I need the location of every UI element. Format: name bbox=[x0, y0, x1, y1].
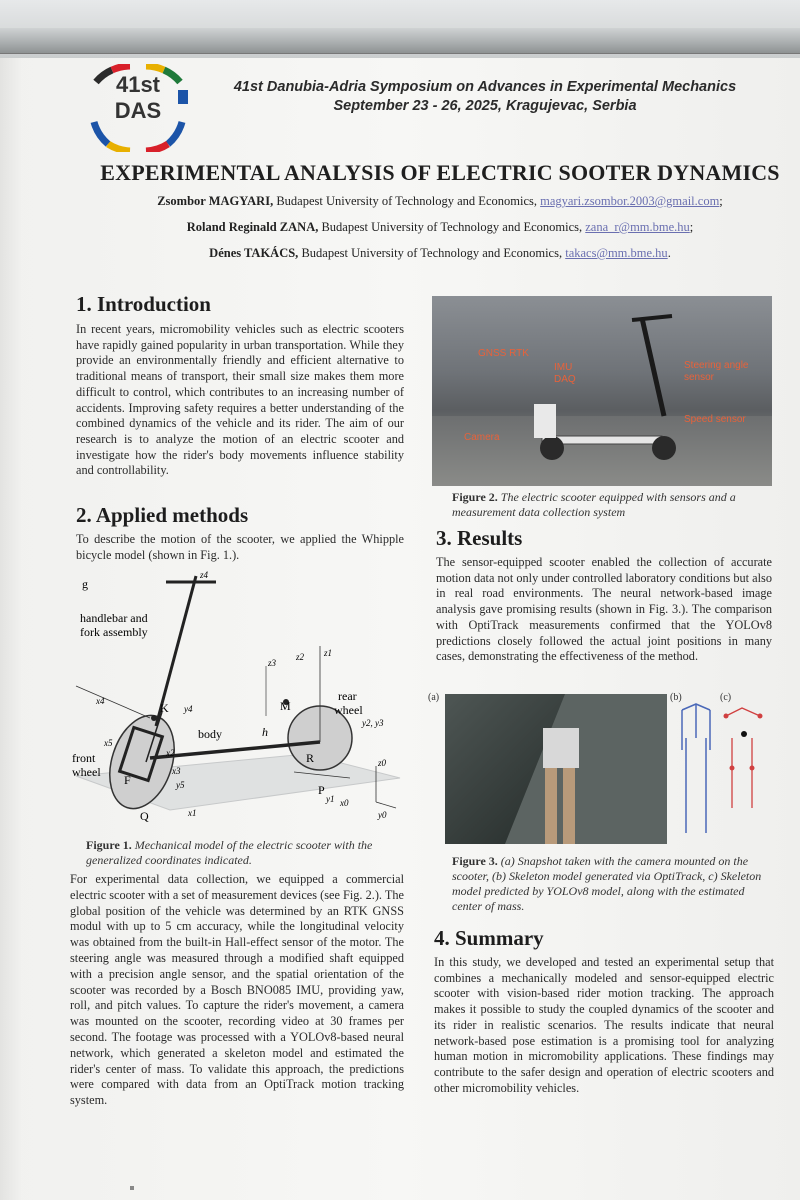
poster-title: EXPERIMENTAL ANALYSIS OF ELECTRIC SOOTER DYNAMICS bbox=[100, 160, 780, 185]
intro-heading: 1. Introduction bbox=[76, 292, 211, 316]
figure2-caption bbox=[452, 490, 772, 520]
conference-line1: 41st Danubia-Adria Symposium on Advances in Experimental Mechanics bbox=[233, 79, 737, 95]
y1-label: y1 bbox=[326, 794, 335, 804]
axis-y0 bbox=[376, 802, 396, 808]
y0-label: y0 bbox=[378, 810, 387, 820]
methods-heading: 2. Applied methods bbox=[76, 503, 249, 527]
methods-text: To describe the motion of the scooter, we applied the Whipple bicycle model (shown in Fig. 1.). bbox=[76, 532, 404, 562]
scooter-sketch bbox=[432, 296, 772, 486]
z0-label: z0 bbox=[378, 758, 387, 768]
y4-label: y4 bbox=[184, 704, 193, 714]
figure1-diagram bbox=[66, 566, 406, 834]
y2y3-label: y2, y3 bbox=[362, 718, 384, 728]
author-name: Dénes TAKÁCS, bbox=[209, 246, 299, 260]
z2-label: z2 bbox=[296, 652, 305, 662]
author-line-1 bbox=[70, 194, 800, 209]
author-email[interactable]: zana_r@mm.bme.hu bbox=[585, 220, 690, 234]
rider-leg-right bbox=[563, 768, 575, 844]
x3-label: x3 bbox=[172, 766, 181, 776]
h-label: h bbox=[262, 725, 268, 739]
axis-x4 bbox=[76, 686, 150, 718]
front-wheel-label: wheel bbox=[72, 765, 101, 779]
figure1-caption bbox=[86, 838, 404, 868]
author-affiliation: Budapest University of Technology and Economics, bbox=[298, 246, 566, 260]
q-label: Q bbox=[140, 809, 149, 823]
author-line-3 bbox=[70, 246, 800, 261]
scooter-rear-wheel bbox=[652, 436, 676, 460]
author-email[interactable]: magyari.zsombor.2003@gmail.com bbox=[540, 194, 720, 208]
rear-label: rear bbox=[338, 689, 357, 703]
z3-label: z3 bbox=[268, 658, 277, 668]
figure1-caption-text: Mechanical model of the electric scooter with the generalized coordinates indicated. bbox=[86, 838, 373, 867]
skeleton-models bbox=[672, 698, 772, 838]
handlebar-label: handlebar and bbox=[80, 611, 148, 625]
camera-label: Camera bbox=[464, 432, 500, 443]
methods-text-2: For experimental data collection, we equipped a commercial electric scooter with a set of measurement devices (see Fig. 2.). The global position of the vehicle was determined by an RTK GNSS modul with up to 5 cm accuracy, while the longitudinal velocity was obtained from the built-in Hall-effect sensor of the motor. The steering angle was measured through a modified shaft equipped with a precision angle sensor, and the spatial orientation of the scooter was recorded by a Bosch BNO085 IMU, providing yaw, roll, and pitch values. To capture the rider's movement, a camera was mounted on the scooter, recording video at 30 frames per second. The footage was processed with a YOLOv8-based neural network, which generated a skeleton model and estimated the rider's center of mass. To validate this approach, the predictions were compared with data from an OptiTrack motion tracking system. bbox=[70, 872, 404, 1108]
figure2-photo bbox=[432, 296, 772, 486]
figure1-caption-label: Figure 1. bbox=[86, 838, 132, 852]
author-end: ; bbox=[689, 220, 694, 234]
rider-leg-left bbox=[545, 768, 557, 844]
author-line-2 bbox=[70, 220, 800, 235]
author-end: ; bbox=[719, 194, 723, 208]
m-label: M bbox=[280, 699, 291, 713]
author-name: Zsombor MAGYARI, bbox=[157, 194, 274, 208]
x1-label: x1 bbox=[188, 808, 197, 818]
author-affiliation: Budapest University of Technology and Economics, bbox=[273, 194, 541, 208]
skeleton-yolo bbox=[724, 708, 763, 808]
skeleton-optitrack bbox=[682, 704, 710, 833]
figure3-caption-label: Figure 3. bbox=[452, 854, 498, 868]
f-label: F bbox=[124, 773, 131, 787]
author-email[interactable]: takacs@mm.bme.hu bbox=[565, 246, 668, 260]
figure3-camera-snapshot bbox=[445, 694, 667, 844]
panel-c-label: (c) bbox=[720, 692, 732, 703]
figure2-caption-text: The electric scooter equipped with sensors and a measurement data collection system bbox=[452, 490, 736, 519]
scooter-front-wheel bbox=[540, 436, 564, 460]
intro-text: In recent years, micromobility vehicles such as electric scooters have rapidly gained popularity in urban transportation. While they provide an environmentally friendly and efficient alternative to traditional means of transport, their small size makes them more difficult to control, which contributes to an increasing number of accidents. Improving safety requires a better understanding of the combined dynamics of the vehicle and its rider. The aim of our research is to analyze the motion of an electric scooter and investigate how the rider's body movements influence stability and controllability. bbox=[76, 322, 404, 478]
z1-label: z1 bbox=[324, 648, 333, 658]
rear-wheel-label: wheel bbox=[334, 703, 363, 717]
daq-label: DAQ bbox=[554, 374, 576, 385]
scooter-stem bbox=[642, 318, 664, 416]
steer-label-1: Steering angle bbox=[684, 360, 749, 371]
z4-label: z4 bbox=[200, 570, 209, 580]
poster-pin-mark bbox=[130, 1186, 134, 1190]
snapshot-wall bbox=[505, 694, 667, 844]
summary-text: In this study, we developed and tested an experimental setup that combines a mechanically modeled and sensor-equipped electric scooter with vision-based rider motion tracking. The approach makes it possible to study the coupled dynamics of the scooter and its rider in realistic scenarios. The results indicate that neural network-based pose estimation is a promising tool for analyzing human motion in micromobility applications. These findings may contribute to the safer design and operation of electric scooters and other micromobility vehicles. bbox=[434, 955, 774, 1095]
scooter-mudguard bbox=[534, 404, 556, 438]
scooter-handlebar bbox=[632, 316, 672, 320]
snapshot-sketch bbox=[445, 694, 667, 844]
results-text: The sensor-equipped scooter enabled the collection of accurate motion data not only under controlled laboratory conditions but also in real road environments. The neural network-based image analysis gave promising results (shown in Fig. 3.). The comparison with OptiTrack measurements confirmed that the YOLOv8 predictions closely followed the actual joint positions in many cases, demonstrating the effectiveness of the method. bbox=[436, 555, 772, 664]
x4-label: x4 bbox=[96, 696, 105, 706]
g-label: g bbox=[82, 577, 88, 591]
logo-text bbox=[96, 72, 180, 124]
logo-abbrev: DAS bbox=[114, 98, 162, 123]
x0-label: x0 bbox=[340, 798, 349, 808]
poster-edge-shadow bbox=[0, 58, 22, 1200]
k-label: K bbox=[160, 701, 169, 715]
speed-label: Speed sensor bbox=[684, 414, 746, 425]
x5-label: x5 bbox=[104, 738, 113, 748]
imu-label: IMU bbox=[554, 362, 573, 373]
logo-number: 41st bbox=[115, 72, 161, 97]
center-of-mass-marker bbox=[741, 731, 747, 737]
figure3-caption bbox=[452, 854, 774, 914]
p-label: P bbox=[318, 783, 325, 797]
r-label: R bbox=[306, 751, 315, 765]
x2-label: x2 bbox=[166, 748, 175, 758]
panel-b-label: (b) bbox=[670, 692, 682, 703]
joint-k bbox=[151, 715, 157, 721]
gnss-label: GNSS RTK bbox=[478, 348, 529, 359]
rider-torso bbox=[543, 728, 579, 768]
front-label: front bbox=[72, 751, 96, 765]
panel-a-label: (a) bbox=[428, 692, 440, 703]
fork-label: fork assembly bbox=[80, 625, 148, 639]
y5-label: y5 bbox=[176, 780, 185, 790]
results-heading: 3. Results bbox=[436, 526, 523, 550]
body-label: body bbox=[198, 727, 222, 741]
summary-heading: 4. Summary bbox=[434, 926, 544, 950]
figure2-caption-label: Figure 2. bbox=[452, 490, 498, 504]
author-affiliation: Budapest University of Technology and Economics, bbox=[318, 220, 586, 234]
steer-label-2: sensor bbox=[684, 372, 715, 383]
conference-info bbox=[200, 78, 770, 116]
author-end: . bbox=[667, 246, 671, 260]
conference-line2: September 23 - 26, 2025, Kragujevac, Serbia bbox=[333, 98, 637, 114]
figure3-caption-text: (a) Snapshot taken with the camera mounted on the scooter, (b) Skeleton model generated via OptiTrack, c) Skeleton model predicted by YOLOv8 model, along with the estimated center of mass. bbox=[452, 854, 762, 913]
author-name: Roland Reginald ZANA, bbox=[186, 220, 319, 234]
poster-rail bbox=[0, 28, 800, 54]
